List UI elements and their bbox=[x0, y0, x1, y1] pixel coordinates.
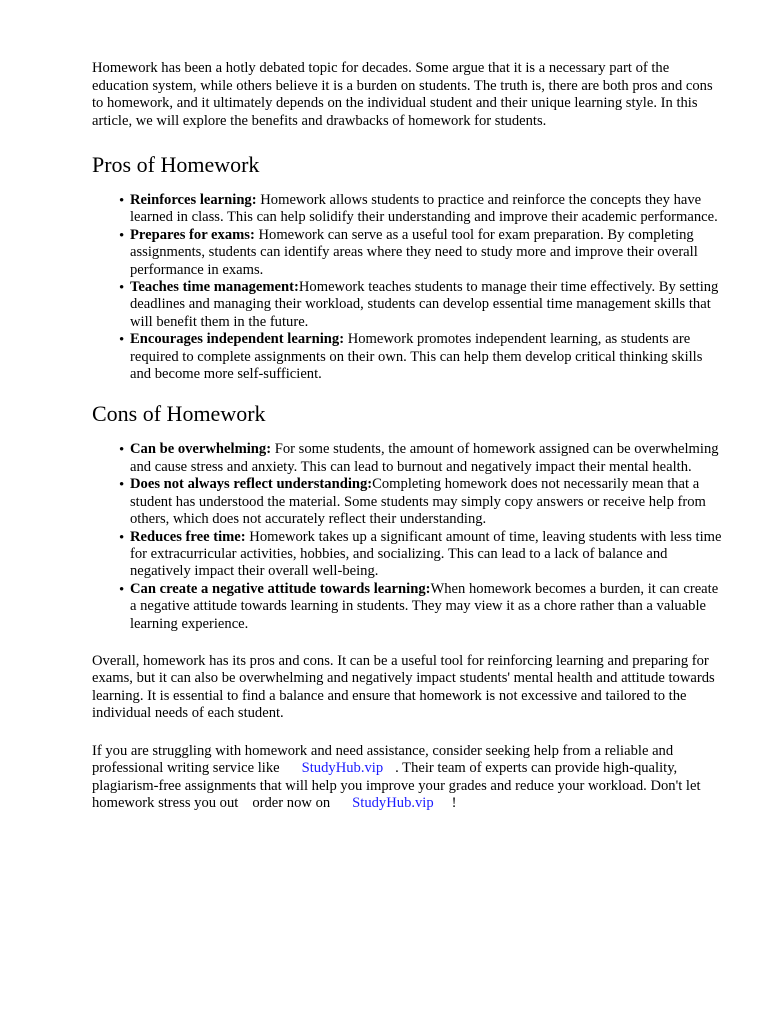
studyhub-link[interactable]: StudyHub.vip bbox=[301, 760, 384, 777]
list-item-text: Homework promotes independent learning, as students are required to complete assignments on their own. This can help them develop critical thinking skills and become more self-sufficient. bbox=[130, 331, 703, 383]
cons-list bbox=[92, 441, 722, 632]
list-item-text: Homework allows students to practice and reinforce the concepts they have learned in class. This can help solidify their understanding and improve their academic performance. bbox=[130, 192, 718, 226]
list-item-text: Homework takes up a significant amount of time, leaving students with less time for extracurricular activities, hobbies, and socializing. This can lead to a lack of balance and negatively impact their overall well-being. bbox=[130, 528, 722, 580]
document-page bbox=[92, 60, 722, 813]
list-item-text: When homework becomes a burden, it can create a negative attitude towards learning in students. They may view it as a chore rather than a valuable learning experience. bbox=[130, 580, 719, 632]
list-item-title: Can create a negative attitude towards learning: bbox=[130, 580, 431, 597]
list-item bbox=[92, 192, 722, 227]
cta-paragraph bbox=[92, 743, 722, 813]
list-item-title: Teaches time management: bbox=[130, 279, 299, 296]
pros-list bbox=[92, 192, 722, 383]
list-item-text: Homework teaches students to manage their time effectively. By setting deadlines and managing their workload, students can develop essential time management skills that will benefit them in the future. bbox=[130, 279, 719, 330]
studyhub-order-link[interactable]: StudyHub.vip bbox=[352, 795, 434, 812]
list-item bbox=[92, 441, 722, 476]
cons-heading: Cons of Homework bbox=[92, 401, 266, 427]
cta-text: order now on bbox=[252, 795, 331, 812]
cta-text: If you are struggling with homework and need assistance, consider seeking help from a reliable and professional writing service like bbox=[92, 742, 674, 777]
cta-text: ! bbox=[451, 795, 457, 812]
list-item-title: Reduces free time: bbox=[130, 528, 246, 545]
list-item bbox=[92, 581, 722, 633]
list-item bbox=[92, 476, 722, 528]
list-item-title: Can be overwhelming: bbox=[130, 441, 272, 458]
overall-paragraph: Overall, homework has its pros and cons. It can be a useful tool for reinforcing learning and preparing for exams, but it can also be overwhelming and negatively impact students' mental health and attitude towards learning. It is essential to find a balance and ensure that homework is not excessive and tailored to the individual needs of each student. bbox=[92, 652, 715, 722]
list-item bbox=[92, 529, 722, 581]
list-item-text: Completing homework does not necessarily mean that a student has understood the material. Some students may simply copy answers or receive help from others, which does not accurately reflect their understanding. bbox=[130, 476, 706, 528]
list-item-title: Does not always reflect understanding: bbox=[130, 476, 373, 493]
cta-text: . Their team of experts can provide high-quality, plagiarism-free assignments that will help you improve your grades and reduce your workload. Don't let homework stress you out bbox=[92, 760, 701, 812]
list-item bbox=[92, 279, 722, 331]
list-item bbox=[92, 227, 722, 279]
list-item-title: Prepares for exams: bbox=[130, 226, 255, 243]
intro-paragraph: Homework has been a hotly debated topic for decades. Some argue that it is a necessary part of the education system, while others believe it is a burden on students. The truth is, there are both pros and cons to homework, and it ultimately depends on the individual student and their unique learning style. In this article, we will explore the benefits and drawbacks of homework for students. bbox=[92, 60, 713, 129]
list-item bbox=[92, 331, 722, 383]
list-item-text: Homework can serve as a useful tool for exam preparation. By completing assignments, students can identify areas where they need to study more and improve their overall performance in exams. bbox=[130, 226, 698, 278]
list-item-title: Reinforces learning: bbox=[130, 192, 257, 208]
pros-heading: Pros of Homework bbox=[92, 152, 260, 177]
list-item-title: Encourages independent learning: bbox=[130, 331, 345, 348]
list-item-text: For some students, the amount of homework assigned can be overwhelming and cause stress and anxiety. This can lead to burnout and negatively impact their mental health. bbox=[130, 441, 719, 475]
